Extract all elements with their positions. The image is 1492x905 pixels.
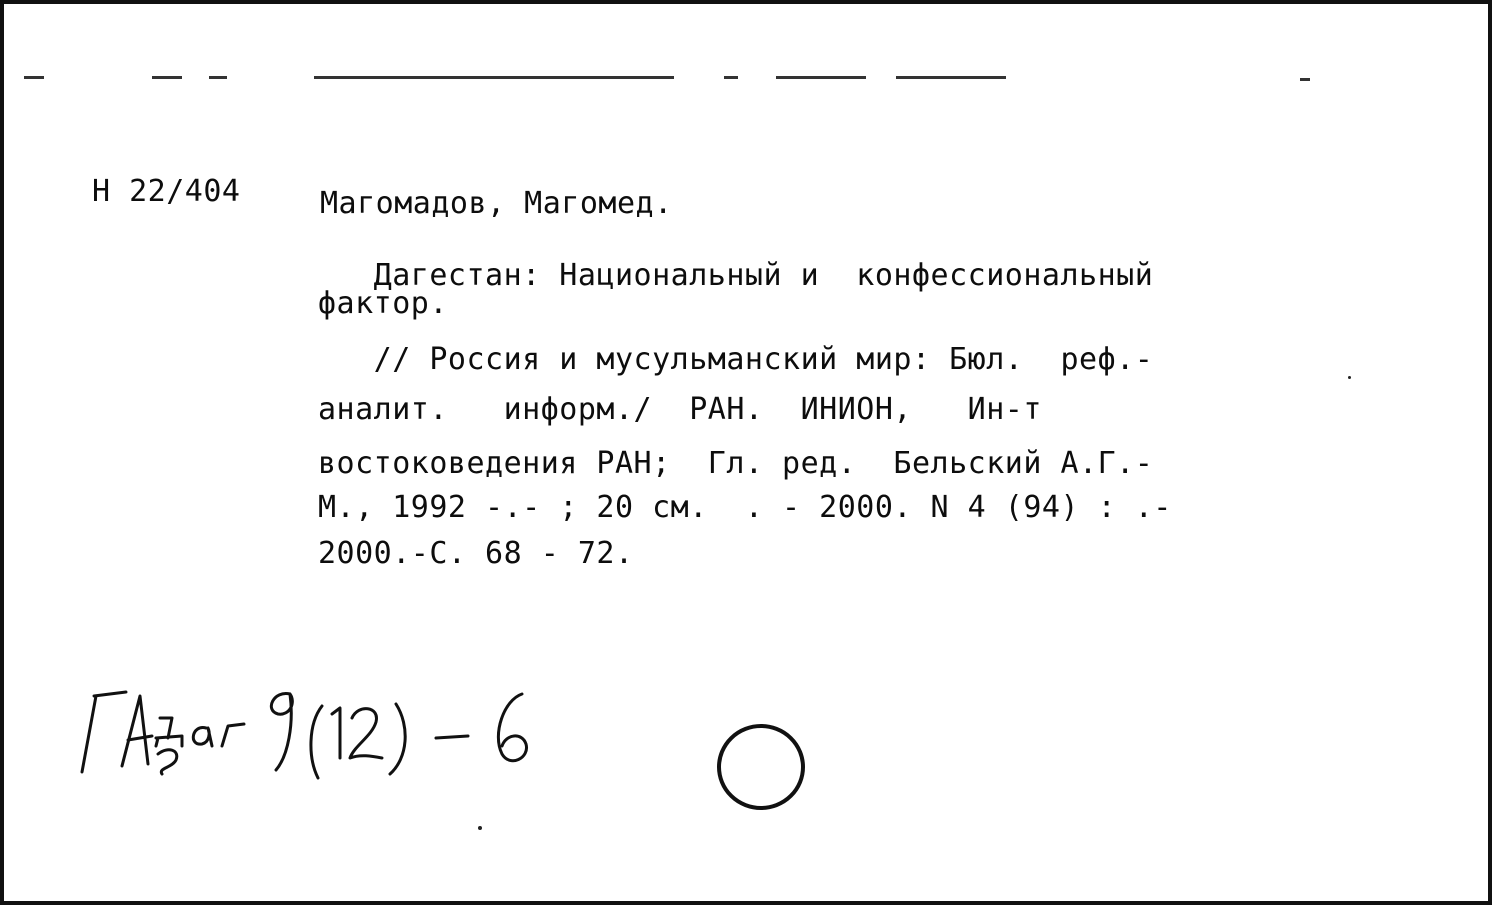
top-dash-segment xyxy=(776,76,866,79)
top-dash-segment xyxy=(209,76,227,79)
circle-mark xyxy=(712,720,812,816)
top-dash-segment xyxy=(24,76,44,79)
top-dash-segment xyxy=(152,76,182,79)
shelf-mark: Н 22/404 xyxy=(92,174,241,209)
top-dash-segment xyxy=(896,76,1006,79)
description-line: 2000.-С. 68 - 72. xyxy=(318,536,634,571)
description-line: // Россия и мусульманский мир: Бюл. реф.- xyxy=(318,342,1154,377)
description-line: Дагестан: Национальный и конфессиональный xyxy=(318,258,1154,293)
dust-speck xyxy=(478,826,482,830)
handwritten-classification-code xyxy=(64,674,604,794)
top-dash-segment xyxy=(724,76,738,79)
description-line: востоковедения РАН; Гл. ред. Бельский А.Г.- xyxy=(318,446,1154,481)
description-line: аналит. информ./ РАН. ИНИОН, Ин-т xyxy=(318,392,1042,427)
description-line: фактор. xyxy=(318,286,448,321)
dust-speck xyxy=(1348,376,1351,379)
description-line: М., 1992 -.- ; 20 см. . - 2000. N 4 (94) : .- xyxy=(318,490,1172,525)
author-heading: Магомадов, Магомед. xyxy=(320,186,673,221)
top-dash-segment xyxy=(314,76,674,79)
top-dash-segment xyxy=(1300,78,1310,81)
